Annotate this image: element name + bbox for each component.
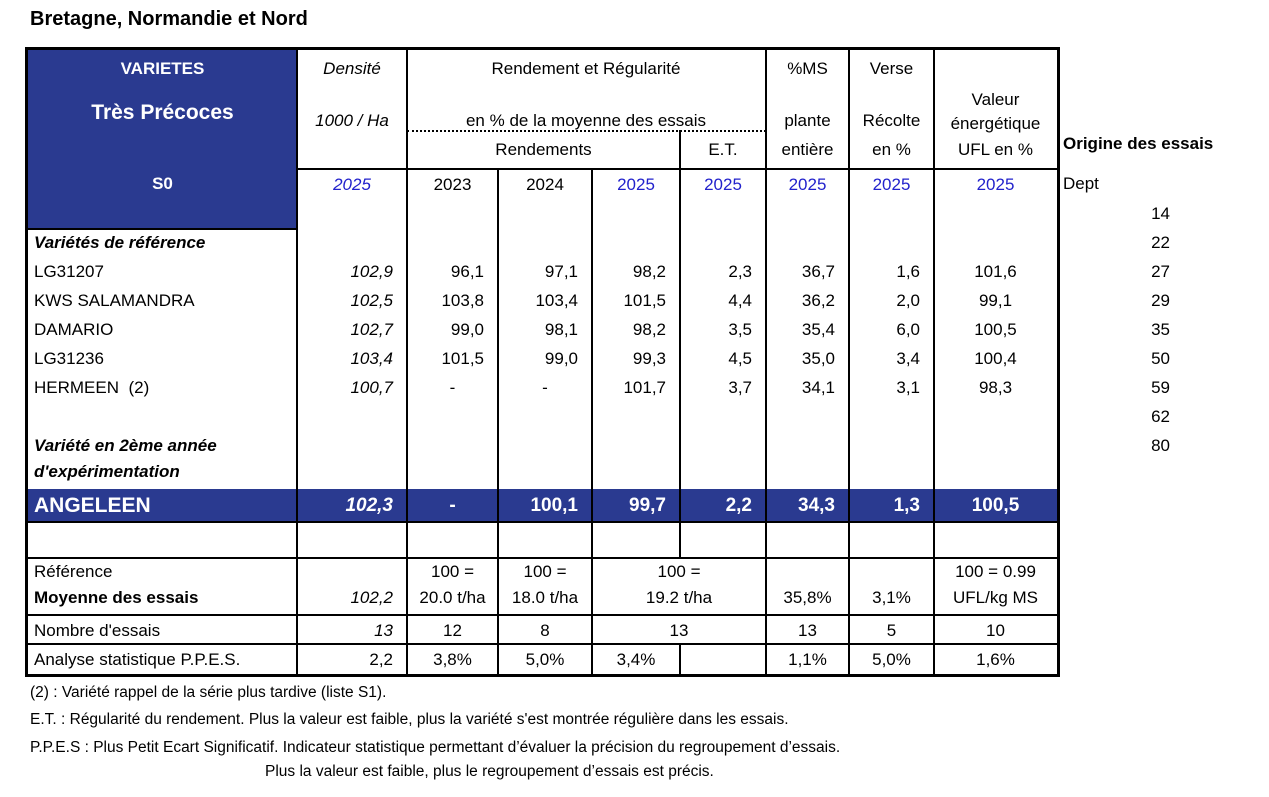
stats-ufl: 1,6%	[976, 650, 1015, 669]
stats-ms: 1,1%	[788, 650, 827, 669]
col-densite-label: Densité	[323, 59, 381, 78]
mean-2025-value: 19.2 t/ha	[645, 588, 713, 607]
cell-ufl: 98,3	[978, 378, 1013, 397]
cell-2025: 99,7	[629, 495, 666, 516]
cell-ufl: 101,6	[974, 262, 1017, 281]
col-et-label: E.T.	[708, 140, 738, 159]
mean-ufl-unit: UFL/kg MS	[952, 588, 1039, 607]
origine-title: Origine des essais	[1063, 134, 1214, 153]
cell-densite: 102,9	[350, 262, 393, 281]
col-ms-label-1: %MS	[787, 59, 828, 78]
origine-dept: 59	[1151, 378, 1170, 397]
mean-2023-value: 20.0 t/ha	[419, 588, 486, 607]
trials-2023: 12	[443, 621, 462, 640]
cell-ms: 35,0	[801, 349, 835, 368]
cell-2025: 98,2	[632, 262, 666, 281]
trials-2024: 8	[540, 621, 550, 640]
cell-verse: 2,0	[896, 291, 920, 310]
col-verse-label-1: Verse	[869, 59, 914, 78]
year-2025: 2025	[617, 175, 655, 194]
mean-ms: 35,8%	[783, 588, 832, 607]
origine-dept: 14	[1151, 204, 1170, 223]
origine-dept: 62	[1151, 407, 1170, 426]
col-verse-label-3: en %	[872, 140, 911, 159]
cell-verse: 3,4	[896, 349, 920, 368]
header-series-code: S0	[152, 174, 173, 193]
stats-2023: 3,8%	[433, 650, 472, 669]
cell-et: 3,5	[728, 320, 752, 339]
origine-dept: 50	[1151, 349, 1170, 368]
cell-2023: -	[449, 378, 456, 397]
col-densite-unit: 1000 / Ha	[315, 111, 389, 130]
mean-ufl-base: 100 = 0.99	[955, 562, 1036, 581]
stats-verse: 5,0%	[872, 650, 911, 669]
cell-verse: 1,6	[896, 262, 920, 281]
cell-2023: 103,8	[441, 291, 484, 310]
origine-dept: 35	[1151, 320, 1170, 339]
cell-2025: 101,5	[623, 291, 666, 310]
cell-ufl: 100,5	[971, 495, 1020, 516]
cell-2024: 98,1	[544, 320, 578, 339]
variety-name: KWS SALAMANDRA	[34, 291, 195, 310]
footnote-4: Plus la valeur est faible, plus le regroupement d’essais est précis.	[265, 763, 714, 780]
cell-2023: -	[449, 495, 456, 516]
cell-densite: 100,7	[350, 378, 393, 397]
cell-2023: 101,5	[441, 349, 484, 368]
stats-2025: 3,4%	[616, 650, 656, 669]
page-title: Bretagne, Normandie et Nord	[30, 8, 308, 30]
mean-2023-base: 100 =	[430, 562, 474, 581]
footnote-1: (2) : Variété rappel de la série plus tardive (liste S1).	[30, 684, 387, 701]
col-ufl-label-3: UFL en %	[958, 140, 1033, 159]
mean-2024-base: 100 =	[523, 562, 567, 581]
origine-dept: 22	[1151, 233, 1170, 252]
cell-et: 3,7	[728, 378, 752, 397]
origine-dept: 27	[1151, 262, 1170, 281]
col-verse-label-2: Récolte	[862, 111, 921, 130]
footer-stats-label: Analyse statistique P.P.E.S.	[34, 650, 241, 669]
cell-2025: 98,2	[632, 320, 666, 339]
footnote-3: P.P.E.S : Plus Petit Ecart Significatif. Indicateur statistique permettant d’évaluer la précision du regroupement d’essais.	[30, 739, 841, 756]
stats-densite: 2,2	[369, 650, 393, 669]
cell-2024: 97,1	[544, 262, 578, 281]
stats-2024: 5,0%	[525, 650, 565, 669]
year-2023: 2023	[433, 175, 472, 194]
cell-verse: 6,0	[896, 320, 920, 339]
header-series-name: Très Précoces	[91, 101, 234, 124]
variety-name: DAMARIO	[34, 320, 114, 339]
footer-mean-label: Moyenne des essais	[34, 588, 199, 607]
cell-et: 4,5	[728, 349, 752, 368]
trials-ms: 13	[798, 621, 817, 640]
col-rendements-label: Rendements	[495, 140, 592, 159]
variety-name: HERMEEN (2)	[34, 378, 150, 397]
cell-densite: 102,3	[345, 495, 393, 516]
cell-verse: 3,1	[896, 378, 920, 397]
cell-ms: 36,7	[801, 262, 835, 281]
trials-ufl: 10	[986, 621, 1005, 640]
origine-dept: 80	[1151, 436, 1170, 455]
trials-2025-et: 13	[669, 621, 689, 640]
origine-dept-label: Dept	[1063, 174, 1099, 193]
cell-2024: 103,4	[535, 291, 578, 310]
trials-verse: 5	[886, 621, 897, 640]
cell-et: 2,2	[725, 495, 752, 516]
cell-densite: 102,5	[350, 291, 393, 310]
cell-verse: 1,3	[893, 495, 920, 516]
cell-2024: -	[542, 378, 548, 397]
cell-ufl: 99,1	[978, 291, 1013, 310]
cell-et: 2,3	[728, 262, 752, 281]
cell-ms: 34,1	[801, 378, 835, 397]
origine-dept: 29	[1151, 291, 1170, 310]
trials-densite: 13	[374, 621, 393, 640]
col-group-rendement: Rendement et Régularité	[491, 59, 681, 78]
header-varietes: VARIETES	[120, 59, 205, 78]
cell-2024: 99,0	[544, 349, 578, 368]
col-ufl-label-1: Valeur	[971, 90, 1020, 109]
year-2024: 2024	[526, 175, 564, 194]
mean-2024-value: 18.0 t/ha	[511, 588, 579, 607]
highlight-variety-name: ANGELEEN	[34, 494, 151, 517]
mean-densite: 102,2	[350, 588, 393, 607]
year-densite: 2025	[333, 175, 371, 194]
col-ms-label-2: plante	[784, 111, 831, 130]
footer-reference-label: Référence	[34, 562, 113, 581]
section-reference-label: Variétés de référence	[34, 233, 206, 252]
col-ufl-label-2: énergétique	[950, 114, 1041, 133]
footer-trials-label: Nombre d'essais	[34, 621, 161, 640]
cell-2025: 99,3	[632, 349, 666, 368]
cell-ufl: 100,4	[974, 349, 1017, 368]
cell-2023: 99,0	[450, 320, 484, 339]
cell-et: 4,4	[728, 291, 752, 310]
col-ms-label-3: entière	[781, 140, 834, 159]
variety-name: LG31236	[34, 349, 104, 368]
cell-densite: 102,7	[350, 320, 393, 339]
cell-2024: 100,1	[530, 495, 578, 516]
cell-ms: 35,4	[801, 320, 835, 339]
cell-ms: 34,3	[798, 495, 835, 516]
cell-2025: 101,7	[623, 378, 666, 397]
section-second-year-line2: d'expérimentation	[34, 462, 180, 481]
col-group-rendement-sub: en % de la moyenne des essais	[465, 111, 707, 130]
cell-ms: 36,2	[801, 291, 835, 310]
mean-2025-base: 100 =	[657, 562, 701, 581]
year-et: 2025	[704, 175, 742, 194]
cell-2023: 96,1	[450, 262, 484, 281]
section-second-year-line1: Variété en 2ème année	[34, 436, 217, 455]
year-ms: 2025	[788, 175, 827, 194]
mean-verse: 3,1%	[872, 588, 911, 607]
year-ufl: 2025	[976, 175, 1015, 194]
year-verse: 2025	[872, 175, 911, 194]
cell-ufl: 100,5	[974, 320, 1017, 339]
cell-densite: 103,4	[350, 349, 393, 368]
results-table	[25, 47, 1060, 677]
variety-name: LG31207	[34, 262, 104, 281]
footnote-2: E.T. : Régularité du rendement. Plus la valeur est faible, plus la variété s'est montrée régulière dans les essais.	[30, 711, 789, 728]
